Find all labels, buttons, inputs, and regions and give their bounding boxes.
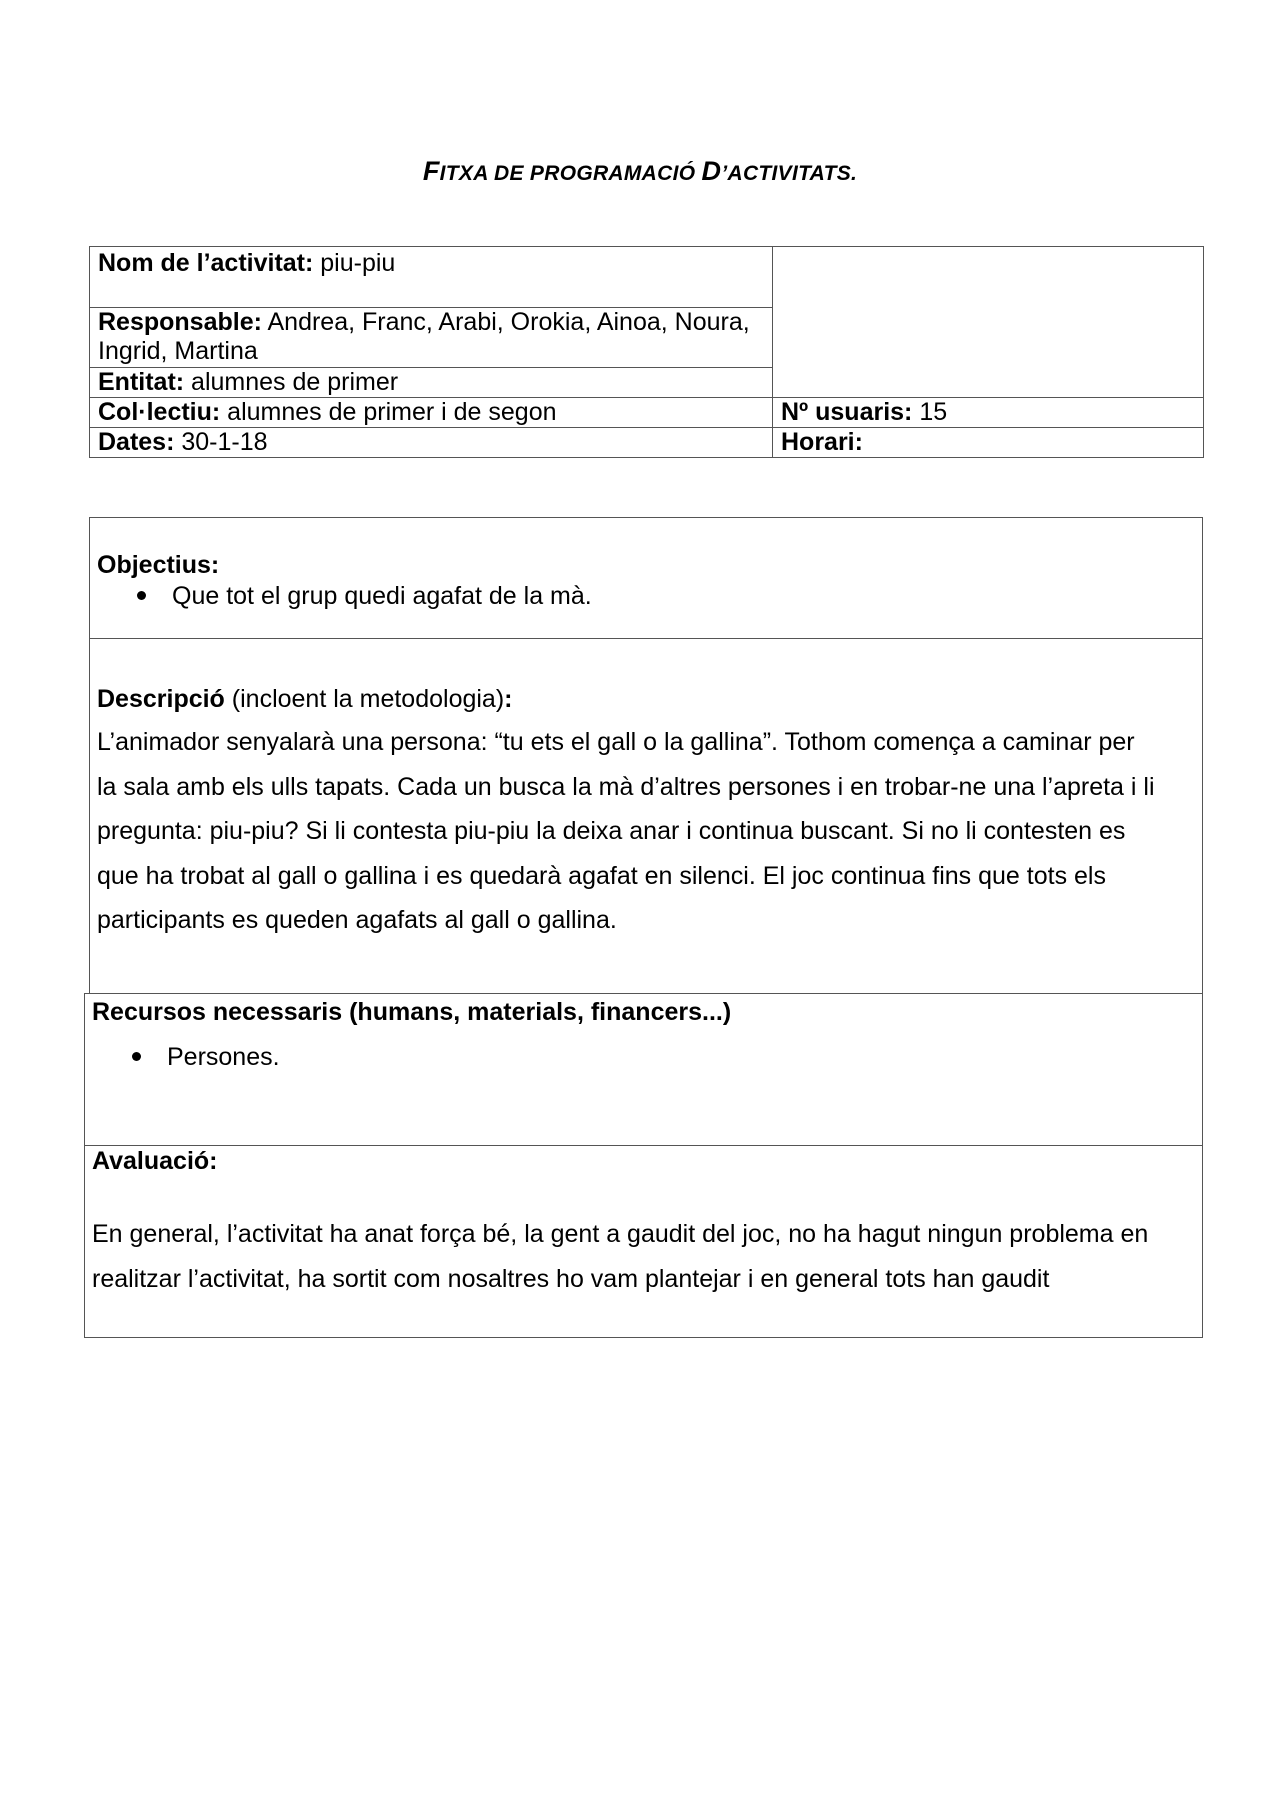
avaluacio-text: En general, l’activitat ha anat força bé, la gent a gaudit del joc, no ha hagut ningun problema en realitzar l’activitat, ha sortit com nosaltres ho vam plantejar i en general tots han gaudit [92, 1220, 1149, 1293]
dates-label: Dates: [98, 428, 175, 456]
empty-cell [773, 247, 1204, 398]
bullet-icon [137, 591, 146, 600]
usuaris-cell [773, 398, 1204, 428]
collectiu-cell [90, 398, 773, 428]
objectius-section [89, 517, 1203, 639]
descripcio-text: L’animador senyalarà una persona: “tu ets el gall o la gallina”. Tothom comença a caminar per la sala amb els ulls tapats. Cada un busca la mà d’altres persones i en trobar-ne una l’apreta i li pregunta: piu-piu? Si li contesta piu-piu la deixa anar i continua buscant. Si no li contesten es que ha trobat al gall o gallina i es quedarà agafat en silenci. El joc continua fins que tots els participants es queden agafats al gall o gallina. [97, 728, 1155, 934]
entitat-value: alumnes de primer [184, 368, 399, 396]
activity-name-value: piu-piu [313, 249, 396, 277]
horari-label: Horari: [781, 428, 863, 456]
dates-cell [90, 428, 773, 458]
list-item: Que tot el grup quedi agafat de la mà. [137, 582, 592, 611]
usuaris-value: 15 [912, 398, 948, 426]
activity-name-cell [90, 247, 773, 308]
bullet-icon [132, 1052, 141, 1061]
usuaris-label: Nº usuaris: [781, 398, 913, 426]
page-title: FITXA DE PROGRAMACIÓ D’ACTIVITATS. [422, 156, 858, 186]
responsable-label: Responsable: [98, 308, 262, 336]
list-item: Persones. [132, 1043, 280, 1072]
objectius-heading: Objectius: [97, 551, 220, 579]
avaluacio-heading: Avaluació: [92, 1147, 218, 1175]
responsable-value: Andrea, Franc, Arabi, Orokia, Ainoa, Noura, Ingrid, Martina [98, 308, 750, 365]
recursos-heading: Recursos necessaris (humans, materials, financers...) [92, 998, 732, 1026]
dates-value: 30-1-18 [174, 428, 268, 456]
entitat-cell [90, 368, 773, 398]
collectiu-label: Col·lectiu: [98, 398, 221, 426]
entitat-label: Entitat: [98, 368, 185, 396]
descripcio-heading: Descripció (incloent la metodologia): [97, 685, 513, 713]
horari-cell [773, 428, 1204, 458]
collectiu-value: alumnes de primer i de segon [220, 398, 557, 426]
activity-info-table [89, 246, 1204, 458]
activity-name-label: Nom de l’activitat: [98, 249, 314, 277]
responsable-cell [90, 308, 773, 368]
